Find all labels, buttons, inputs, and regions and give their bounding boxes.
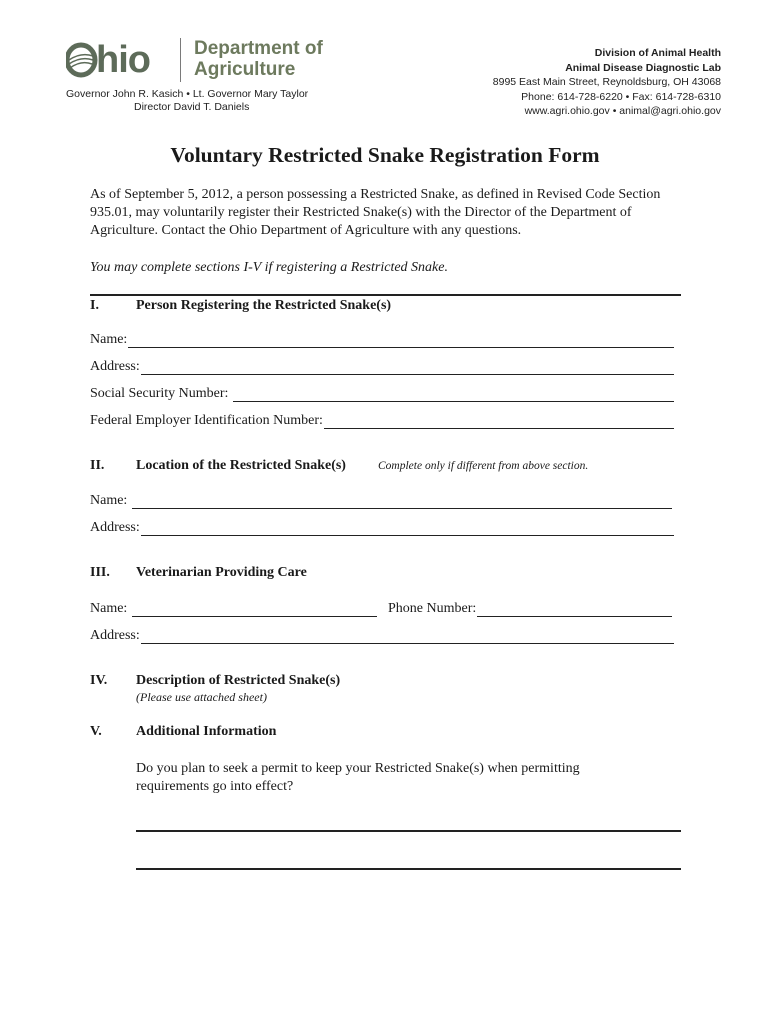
s2-address-line[interactable] — [141, 521, 674, 536]
dept-line-2: Agriculture — [194, 59, 296, 80]
s3-address-label: Address: — [90, 628, 140, 643]
logo-divider — [180, 38, 181, 82]
ohio-o-icon — [66, 38, 98, 78]
section-4-note: (Please use attached sheet) — [136, 690, 267, 704]
s3-name-line[interactable] — [132, 602, 377, 617]
governor-line: Governor John R. Kasich • Lt. Governor Mary Taylor — [66, 88, 309, 100]
ohio-agriculture-logo — [66, 38, 356, 86]
section-5-question: Do you plan to seek a permit to keep your Restricted Snake(s) when permitting requirements go into effect? — [136, 761, 580, 794]
s1-ssn-field[interactable] — [90, 384, 674, 402]
s3-address-field[interactable] — [90, 626, 674, 644]
web-email: www.agri.ohio.gov • animal@agri.ohio.gov — [524, 105, 721, 117]
s1-fein-line[interactable] — [324, 414, 674, 429]
section-3-number: III. — [90, 565, 110, 580]
section-5-number: V. — [90, 724, 102, 739]
s3-phone-field[interactable] — [388, 599, 672, 617]
section-4-title: Description of Restricted Snake(s) — [136, 673, 341, 688]
s2-address-field[interactable] — [90, 518, 674, 536]
section-1-title: Person Registering the Restricted Snake(s) — [136, 298, 392, 313]
answer-line-1[interactable] — [136, 830, 681, 832]
s1-fein-label: Federal Employer Identification Number: — [90, 413, 323, 428]
s1-address-label: Address: — [90, 359, 140, 374]
s3-name-field[interactable] — [90, 599, 377, 617]
section-2-title: Location of the Restricted Snake(s) — [136, 458, 346, 473]
form-title: Voluntary Restricted Snake Registration Form — [170, 143, 600, 167]
logo-department — [194, 38, 323, 80]
section-3-title: Veterinarian Providing Care — [136, 565, 307, 580]
s1-address-field[interactable] — [90, 357, 674, 375]
intro-paragraph: As of September 5, 2012, a person possessing a Restricted Snake, as defined in Revised Code Section 935.01, may voluntarily register their Restricted Snake(s) with the Director of the Department of Agriculture. Contact the Ohio Department of Agriculture with any questions. — [90, 187, 661, 238]
lab-name: Animal Disease Diagnostic Lab — [565, 61, 721, 74]
answer-line-2[interactable] — [136, 868, 681, 870]
director-line: Director David T. Daniels — [134, 101, 250, 113]
division-name: Division of Animal Health — [594, 47, 721, 59]
s3-address-line[interactable] — [141, 629, 674, 644]
s3-phone-label: Phone Number: — [388, 601, 477, 616]
s1-name-field[interactable] — [90, 330, 674, 348]
section-divider — [90, 294, 681, 296]
s1-fein-field[interactable] — [90, 411, 674, 429]
logo-word: hio — [96, 39, 150, 81]
section-2-number: II. — [90, 458, 105, 473]
s2-name-field[interactable] — [90, 491, 672, 509]
section-2-note: Complete only if different from above section. — [378, 460, 589, 472]
s1-ssn-label: Social Security Number: — [90, 386, 229, 401]
s1-address-line[interactable] — [141, 360, 674, 375]
phone-fax: Phone: 614-728-6220 • Fax: 614-728-6310 — [521, 90, 721, 103]
street-address: 8995 East Main Street, Reynoldsburg, OH 43068 — [492, 76, 721, 88]
section-1-number: I. — [90, 298, 99, 313]
instructions: You may complete sections I-V if registering a Restricted Snake. — [90, 260, 448, 275]
s2-name-label: Name: — [90, 493, 128, 508]
dept-line-1: Department of — [194, 38, 323, 59]
s2-name-line[interactable] — [132, 494, 672, 509]
s1-name-line[interactable] — [128, 333, 674, 348]
section-4-number: IV. — [90, 673, 108, 688]
contact-block — [493, 46, 721, 119]
s2-address-label: Address: — [90, 520, 140, 535]
s3-name-label: Name: — [90, 601, 128, 616]
s3-phone-line[interactable] — [477, 602, 672, 617]
section-5-title: Additional Information — [136, 724, 277, 739]
s1-name-label: Name: — [90, 332, 128, 347]
s1-ssn-line[interactable] — [233, 387, 674, 402]
